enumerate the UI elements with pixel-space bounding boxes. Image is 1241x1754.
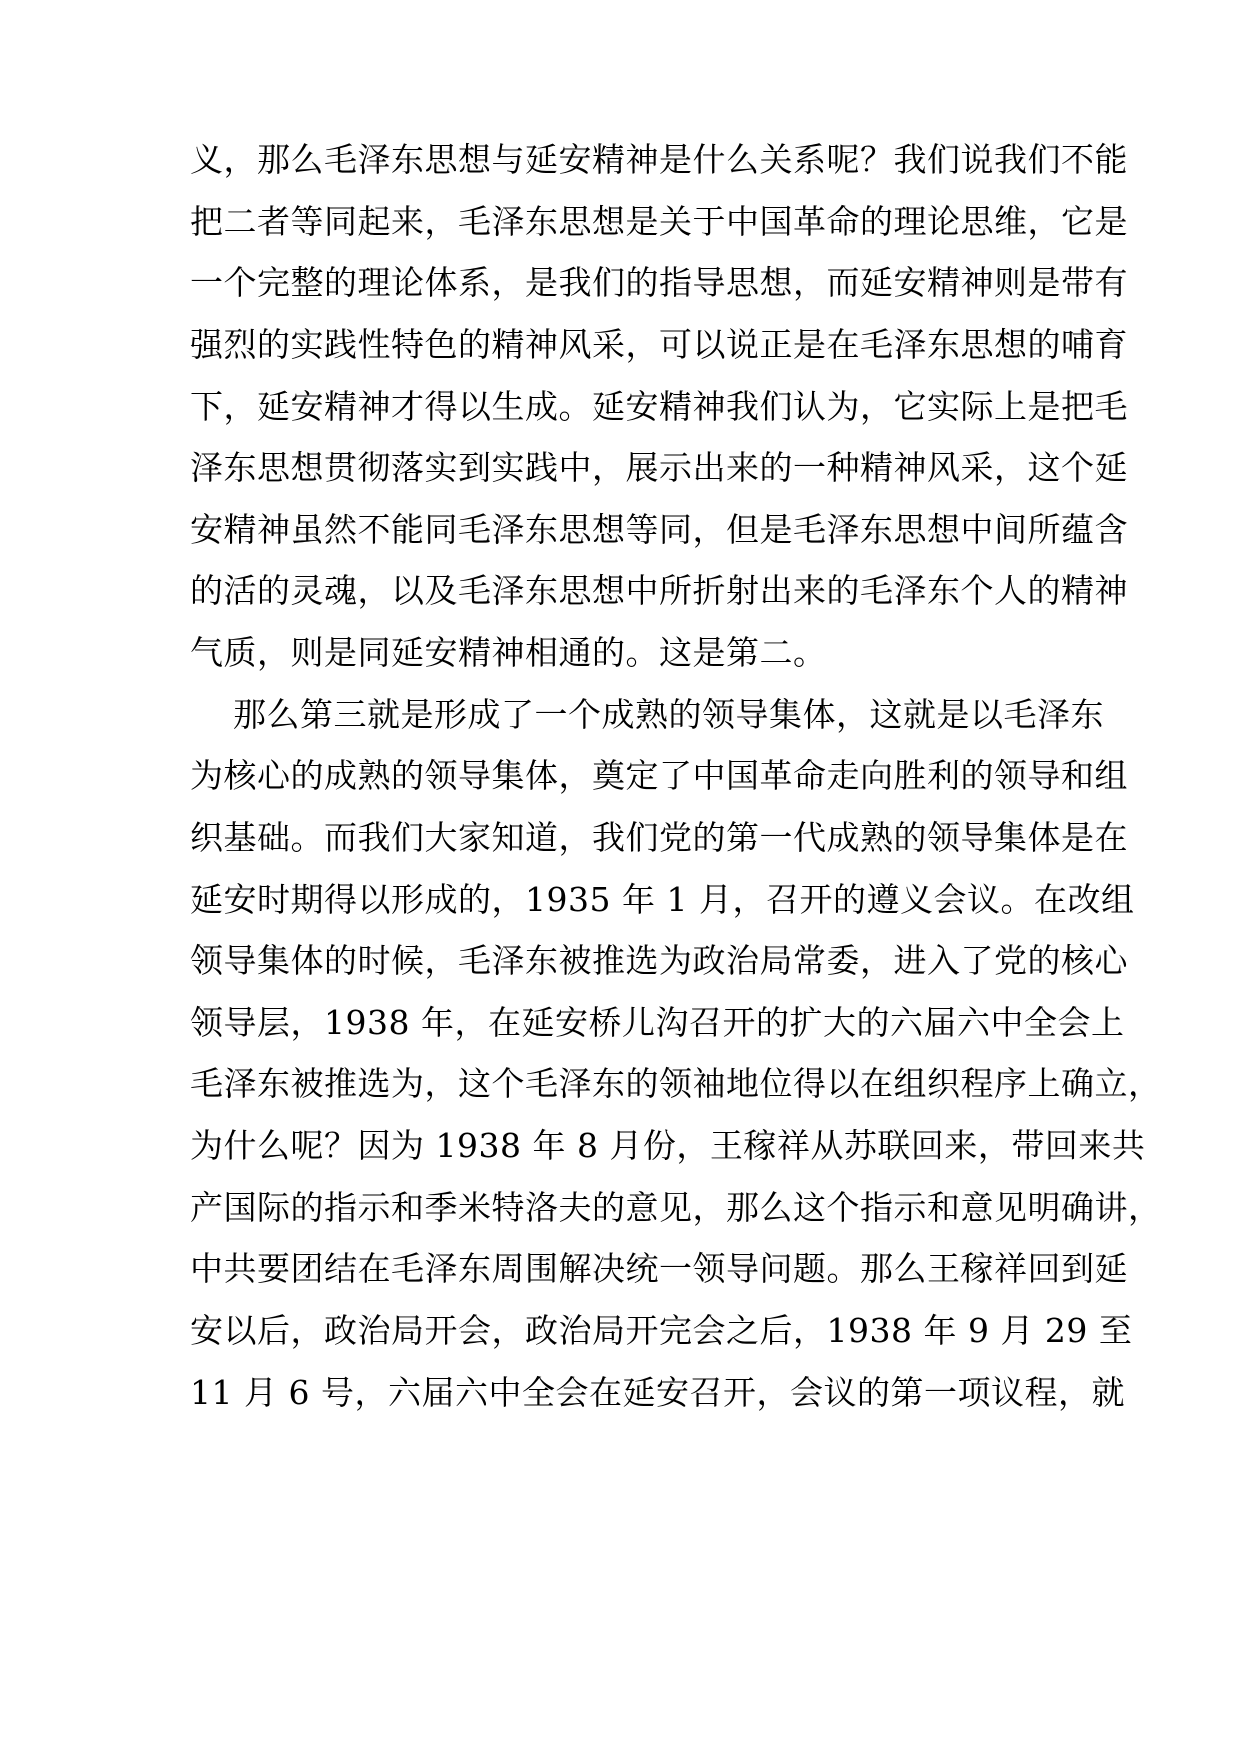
text-line: 泽东思想贯彻落实到实践中，展示出来的一种精神风采，这个延 xyxy=(190,448,1128,487)
text-line: 安以后，政治局开会，政治局开完会之后，1938 年 9 月 29 至 xyxy=(190,1311,1133,1350)
text-line: 领导集体的时候，毛泽东被推选为政治局常委，进入了党的核心 xyxy=(190,941,1128,980)
text-line: 那么第三就是形成了一个成熟的领导集体，这就是以毛泽东 xyxy=(233,695,1104,734)
text-line: 毛泽东被推选为，这个毛泽东的领袖地位得以在组织程序上确立， xyxy=(190,1064,1162,1103)
text-line: 安精神虽然不能同毛泽东思想等同，但是毛泽东思想中间所蕴含 xyxy=(190,510,1128,549)
text-line: 下，延安精神才得以生成。延安精神我们认为，它实际上是把毛 xyxy=(190,387,1128,426)
text-line: 的活的灵魂，以及毛泽东思想中所折射出来的毛泽东个人的精神 xyxy=(190,571,1128,610)
text-line: 把二者等同起来，毛泽东思想是关于中国革命的理论思维，它是 xyxy=(190,202,1128,241)
text-line: 气质，则是同延安精神相通的。这是第二。 xyxy=(190,633,827,672)
text-line: 为什么呢？因为 1938 年 8 月份，王稼祥从苏联回来，带回来共 xyxy=(190,1126,1146,1165)
text-line: 织基础。而我们大家知道，我们党的第一代成熟的领导集体是在 xyxy=(190,818,1128,857)
text-line: 一个完整的理论体系，是我们的指导思想，而延安精神则是带有 xyxy=(190,263,1128,302)
text-line: 延安时期得以形成的，1935 年 1 月，召开的遵义会议。在改组 xyxy=(190,880,1135,919)
text-line: 领导层，1938 年，在延安桥儿沟召开的扩大的六届六中全会上 xyxy=(190,1003,1125,1042)
text-line: 强烈的实践性特色的精神风采，可以说正是在毛泽东思想的哺育 xyxy=(190,325,1128,364)
text-line: 为核心的成熟的领导集体，奠定了中国革命走向胜利的领导和组 xyxy=(190,756,1128,795)
text-line: 义，那么毛泽东思想与延安精神是什么关系呢？我们说我们不能 xyxy=(190,140,1128,179)
text-line: 产国际的指示和季米特洛夫的意见，那么这个指示和意见明确讲， xyxy=(190,1188,1162,1227)
text-line: 11 月 6 号，六届六中全会在延安召开，会议的第一项议程，就 xyxy=(190,1373,1125,1412)
text-line: 中共要团结在毛泽东周围解决统一领导问题。那么王稼祥回到延 xyxy=(190,1249,1128,1288)
